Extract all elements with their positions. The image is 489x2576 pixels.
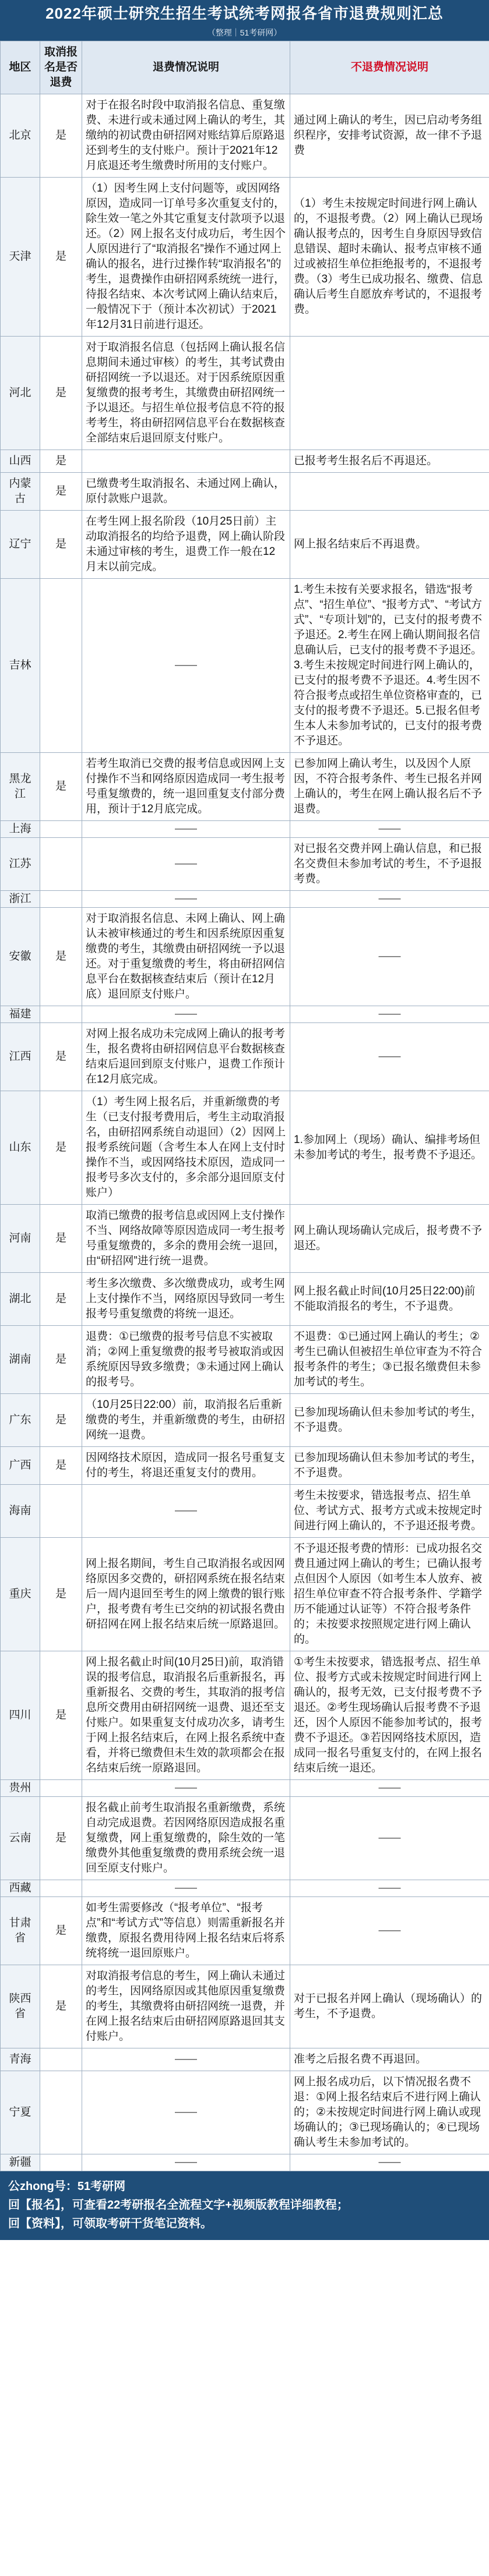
need-cancel-cell [40,821,82,838]
table-row [1,1538,489,1651]
footer-credit: 头条 @51考研网 [401,2555,481,2567]
refund-cell: 对于取消报名信息（包括网上确认报名信息期间未通过审核）的考生，其考试费由研招网统一予以退还。对于因系统原因重复缴费的报考考生，其缴费由研招网统一予以退还。与招生单位报考信息不符的报考考生，将由研招网信息平台在数据核查全部结束后退回原支付账户。 [82,337,290,450]
refund-cell: 对网上报名成功未完成网上确认的报考考生，报名费将由研招网信息平台数据核查结束后退回到原支付账户，退费工作预计在12月底完成。 [82,1023,290,1091]
region-cell: 山西 [1,450,40,473]
footer [0,2171,489,2240]
no-refund-cell: 考生未按要求，错选报考点、招生单位、考试方式、报考方式或未按规定时间进行网上确认的，不予退还报考费。 [290,1485,489,1538]
no-refund-cell: 对已报名交费并网上确认信息，和已报名交费但未参加考试的考生，不予退报考费。 [290,838,489,891]
table-row [1,450,489,473]
table-row [1,1485,489,1538]
refund-cell: —— [82,838,290,891]
region-cell: 陕西省 [1,1965,40,2048]
region-cell: 安徽 [1,908,40,1006]
region-cell: 贵州 [1,1780,40,1797]
region-cell: 内蒙古 [1,473,40,511]
no-refund-cell: —— [290,1780,489,1797]
no-refund-cell: —— [290,891,489,908]
region-cell: 浙江 [1,891,40,908]
footer-account: 公zhong号：51考研网 [8,2180,126,2193]
region-cell: 青海 [1,2048,40,2071]
no-refund-cell: —— [290,1880,489,1897]
table-row [1,511,489,579]
need-cancel-cell [40,838,82,891]
no-refund-cell: 已报考考生报名后不再退还。 [290,450,489,473]
region-cell: 广西 [1,1447,40,1485]
need-cancel-cell: 是 [40,511,82,579]
refund-cell: —— [82,1006,290,1023]
need-cancel-cell [40,2071,82,2154]
region-cell: 辽宁 [1,511,40,579]
need-cancel-cell [40,1780,82,1797]
refund-cell: —— [82,579,290,753]
no-refund-cell: 网上报名成功后，以下情况报名费不退：①网上报名结束后不进行网上确认的；②未按规定时间进行网上确认或现场确认的；③已现场确认的；④已现场确认考生未参加考试的。 [290,2071,489,2154]
no-refund-cell: 准考之后报名费不再退回。 [290,2048,489,2071]
region-cell: 黑龙江 [1,753,40,821]
need-cancel-cell [40,1880,82,1897]
region-cell: 江西 [1,1023,40,1091]
need-cancel-cell [40,1006,82,1023]
region-cell: 江苏 [1,838,40,891]
refund-cell: （1）考生网上报名后，并重新缴费的考生（已支付报考费用后，考生主动取消报名，由研招网系统自动退回）（2）因网上报考系统问题（含考生本人在网上支付时操作不当，或因网络技术原因，造成同一报考号多次支付的，多余部分退回原支付账户） [82,1091,290,1205]
refund-cell: 取消已缴费的报考信息或因网上支付操作不当、网络故障等原因造成同一考生报考号重复缴费的，多余的费用会统一退回，由“研招网”进行统一退费。 [82,1205,290,1273]
table-row [1,1326,489,1394]
refund-cell: （1）因考生网上支付问题等，或因网络原因，造成同一订单号多次重复支付的，除生效一笔之外其它重复支付款项予以退还。（2）网上报名支付成功后，考生因个人原因进行了“取消报名”操作不通过网上确认的报名，进行过操作转“取消报名”的考生，退费操作由研招网系统统一进行，待报名结束、本次考试网上确认结束后，一般情况下于（预计本次初试）于2021年12月31日前进行退还。 [82,178,290,337]
page-subtitle: （整理｜51考研网） [0,27,489,41]
no-refund-cell: ①考生未按要求，错选报考点、招生单位、报考方式或未按规定时间进行网上确认的，报考无效，已支付报考费不予退还。②考生现场确认后报考费不予退还，因个人原因不能参加考试的，报考费不予退还。③若因网络技术原因，造成同一报名号重复支付的，在网上报名结束后统一退还。 [290,1651,489,1780]
refund-cell: 已缴费考生取消报名、未通过网上确认，原付款账户退款。 [82,473,290,511]
table-row [1,1897,489,1965]
need-cancel-cell: 是 [40,1205,82,1273]
refund-cell: —— [82,2154,290,2171]
refund-cell: 若考生取消已交费的报考信息或因网上支付操作不当和网络原因造成同一考生报考号重复缴费的，统一退回重复支付部分费用，预计于12月底完成。 [82,753,290,821]
region-cell: 河北 [1,337,40,450]
region-cell: 西藏 [1,1880,40,1897]
refund-rules-table [0,41,489,2171]
region-cell: 云南 [1,1797,40,1880]
no-refund-cell: 不予退还报考费的情形：已成功报名交费且通过网上确认的考生；已确认报考点但因个人原因（如考生本人放弃、被招生单位审查不符合报考条件、学籍学历不能通过认证等）不符合报考条件的；未按要求按照规定进行网上确认的。 [290,1538,489,1651]
refund-cell [82,450,290,473]
refund-cell: 考生多次缴费、多次缴费成功，或考生网上支付操作不当，网络原因导致同一考生报考号重复缴费的将统一退还。 [82,1273,290,1326]
need-cancel-cell: 是 [40,473,82,511]
need-cancel-cell: 是 [40,1797,82,1880]
table-row [1,908,489,1006]
need-cancel-cell: 是 [40,1091,82,1205]
no-refund-cell: 网上报名结束后不再退费。 [290,511,489,579]
table-row [1,1880,489,1897]
no-refund-cell: （1）考生未按规定时间进行网上确认的，不退报考费。（2）网上确认已现场确认报考点的，因考生自身原因导致信息错误、超时未确认、报考点审核不通过或被招生单位拒绝报考的，不退报考费。（3）考生已成功报名、缴费、信息确认后考生自愿放弃考试的，不退报考费。 [290,178,489,337]
need-cancel-cell: 是 [40,178,82,337]
region-cell: 福建 [1,1006,40,1023]
no-refund-cell: 网上报名截止时间(10月25日22:00)前不能取消报名的考生，不予退费。 [290,1273,489,1326]
no-refund-cell: —— [290,2154,489,2171]
refund-cell: 在考生网上报名阶段（10月25日前）主动取消报名的均给予退费，网上确认阶段未通过审核的考生，退费工作一般在12月末以前完成。 [82,511,290,579]
no-refund-cell: —— [290,821,489,838]
need-cancel-cell [40,891,82,908]
table-row [1,2154,489,2171]
table-row [1,1273,489,1326]
table-row [1,473,489,511]
need-cancel-cell [40,579,82,753]
table-row [1,1091,489,1205]
region-cell: 北京 [1,94,40,178]
region-cell: 吉林 [1,579,40,753]
need-cancel-cell: 是 [40,1447,82,1485]
region-cell: 上海 [1,821,40,838]
refund-cell: 如考生需要修改（“报考单位”、“报考点”和“考试方式”等信息）则需重新报名并缴费，原报名费用待网上报名结束后将系统将统一退回原账户。 [82,1897,290,1965]
region-cell: 新疆 [1,2154,40,2171]
no-refund-cell: 1.参加网上（现场）确认、编排考场但未参加考试的考生，报考费不予退还。 [290,1091,489,1205]
table-row [1,891,489,908]
footer-tip-register: 回【报名】，可查看22考研报名全流程文字+视频版教程详细教程； [8,2199,349,2211]
need-cancel-cell: 是 [40,1023,82,1091]
need-cancel-cell: 是 [40,908,82,1006]
region-cell: 湖南 [1,1326,40,1394]
need-cancel-cell: 是 [40,94,82,178]
table-row [1,1006,489,1023]
no-refund-cell [290,337,489,450]
refund-cell: —— [82,1485,290,1538]
no-refund-cell: 已参加网上确认考生，以及因个人原因，不符合报考条件、考生已报名并网上确认的，考生在网上确认报名后不予退费。 [290,753,489,821]
region-cell: 天津 [1,178,40,337]
need-cancel-cell: 是 [40,1651,82,1780]
table-row [1,753,489,821]
region-cell: 甘肃省 [1,1897,40,1965]
table-row [1,1965,489,2048]
no-refund-cell: 已参加现场确认但未参加考试的考生，不予退费。 [290,1447,489,1485]
region-cell: 广东 [1,1394,40,1447]
no-refund-cell: —— [290,1797,489,1880]
page-title: 2022年硕士研究生招生考试统考网报各省市退费规则汇总 [0,0,489,27]
header-no-refund: 不退费情况说明 [290,41,489,94]
table-row [1,1780,489,1797]
no-refund-cell: 不退费：①已通过网上确认的考生；②考生已确认但被招生单位审查为不符合报考条件的考生；③已报名缴费但未参加考试的考生。 [290,1326,489,1394]
no-refund-cell: 已参加现场确认但未参加考试的考生，不予退费。 [290,1394,489,1447]
refund-cell: 网上报名期间，考生自己取消报名或因网络原因多交费的，研招网系统在报名结束后一周内退回至考生的网上缴费的银行账户，报考费有考生已交纳的初试报名费由研招网在网上报名结束后统一原路退回。 [82,1538,290,1651]
no-refund-cell: 网上确认现场确认完成后，报考费不予退还。 [290,1205,489,1273]
refund-cell: —— [82,2048,290,2071]
table-row [1,94,489,178]
no-refund-cell: —— [290,1023,489,1091]
no-refund-cell: —— [290,908,489,1006]
region-cell: 四川 [1,1651,40,1780]
footer-tip-materials: 回【资料】，可领取考研干货笔记资料。 [8,2217,212,2230]
need-cancel-cell [40,1485,82,1538]
table-row [1,2048,489,2071]
need-cancel-cell: 是 [40,1394,82,1447]
region-cell: 河南 [1,1205,40,1273]
no-refund-cell: 通过网上确认的考生，因已启动考务组织程序，安排考试资源，故一律不予退费 [290,94,489,178]
table-body [1,94,489,2171]
refund-cell: 网上报名截止时间(10月25日)前，取消错误的报考信息，取消报名后重新报名，再重新报名、交费的考生，其取消的报考信息所交费用由研招网统一退费、退还至支付账户。如果重复支付成功次多，请考生于网上报名结束后，在网上报名系统中查看，并将已缴费但未生效的款项都会在报名结束后统一原路退回。 [82,1651,290,1780]
refund-cell: —— [82,821,290,838]
need-cancel-cell: 是 [40,1965,82,2048]
header-need-cancel: 取消报名是否退费 [40,41,82,94]
refund-cell: —— [82,2071,290,2154]
refund-cell: 对于在报名时段中取消报名信息、重复缴费、未进行或未通过网上确认的考生，其缴纳的初试费由研招网对账结算后原路退还到考生的支付账户。预计于2021年12月底退还考生缴费时所用的支付账户。 [82,94,290,178]
table-row [1,337,489,450]
table-row [1,821,489,838]
no-refund-cell: —— [290,1897,489,1965]
region-cell: 海南 [1,1485,40,1538]
table-row [1,838,489,891]
refund-cell: 对于取消报名信息、未网上确认、网上确认未被审核通过的考生和因系统原因重复缴费的考生，其缴费由研招网统一予以退还。对于重复缴费的考生，将由研招网信息平台在数据核查结束后（预计在12月底）退回原支付账户。 [82,908,290,1006]
need-cancel-cell: 是 [40,337,82,450]
refund-cell: —— [82,1780,290,1797]
need-cancel-cell: 是 [40,1897,82,1965]
need-cancel-cell: 是 [40,753,82,821]
header-refund: 退费情况说明 [82,41,290,94]
region-cell: 山东 [1,1091,40,1205]
table-row [1,1205,489,1273]
table-row [1,2071,489,2154]
need-cancel-cell [40,2154,82,2171]
header-region: 地区 [1,41,40,94]
table-row [1,1394,489,1447]
table-row [1,579,489,753]
refund-cell: 因网络技术原因，造成同一报名号重复支付的考生，将退还重复支付的费用。 [82,1447,290,1485]
region-cell: 宁夏 [1,2071,40,2154]
no-refund-cell: —— [290,1006,489,1023]
need-cancel-cell: 是 [40,1326,82,1394]
refund-cell: 退费：①已缴费的报考号信息不实被取消；②网上重复缴费的报考号被取消或因系统原因导致多缴费；③未通过网上确认的报考号。 [82,1326,290,1394]
no-refund-cell [290,473,489,511]
table-row [1,1797,489,1880]
refund-cell: （10月25日22:00）前，取消报名后重新缴费的考生，并重新缴费的考生，由研招网统一退费。 [82,1394,290,1447]
need-cancel-cell: 是 [40,450,82,473]
no-refund-cell: 对于已报名并网上确认（现场确认）的考生，不予退费。 [290,1965,489,2048]
refund-cell: —— [82,891,290,908]
table-header-row [1,41,489,94]
need-cancel-cell: 是 [40,1273,82,1326]
region-cell: 湖北 [1,1273,40,1326]
need-cancel-cell: 是 [40,1538,82,1651]
region-cell: 重庆 [1,1538,40,1651]
refund-cell: 报名截止前考生取消报名重新缴费，系统自动完成退费。若因网络原因造成报名重复缴费，网上重复缴费的，除生效的一笔缴费外其他重复缴费的费用系统会统一退回至原支付账户。 [82,1797,290,1880]
table-row [1,1651,489,1780]
refund-cell: —— [82,1880,290,1897]
table-row [1,1023,489,1091]
need-cancel-cell [40,2048,82,2071]
table-row [1,178,489,337]
no-refund-cell: 1.考生未按有关要求报名，错选“报考点”、“招生单位”、“报考方式”、“考试方式”、“专项计划”的，已支付的报考费不予退还。2.考生在网上确认期间报名信息确认后，已支付的报考费不予退还。3.考生未按规定时间进行网上确认的，已支付的报考费不予退还。4.考生因不符合报考点或招生单位资格审查的，已支付的报考费不予退还。5.已报名但考生本人未参加考试的，已支付的报考费不予退还。 [290,579,489,753]
refund-cell: 对取消报考信息的考生，网上确认未通过的考生，因网络原因或其他原因重复缴费的考生，其缴费将由研招网统一退费，并在网上报名结束后由研招网原路退回其支付账户。 [82,1965,290,2048]
table-row [1,1447,489,1485]
